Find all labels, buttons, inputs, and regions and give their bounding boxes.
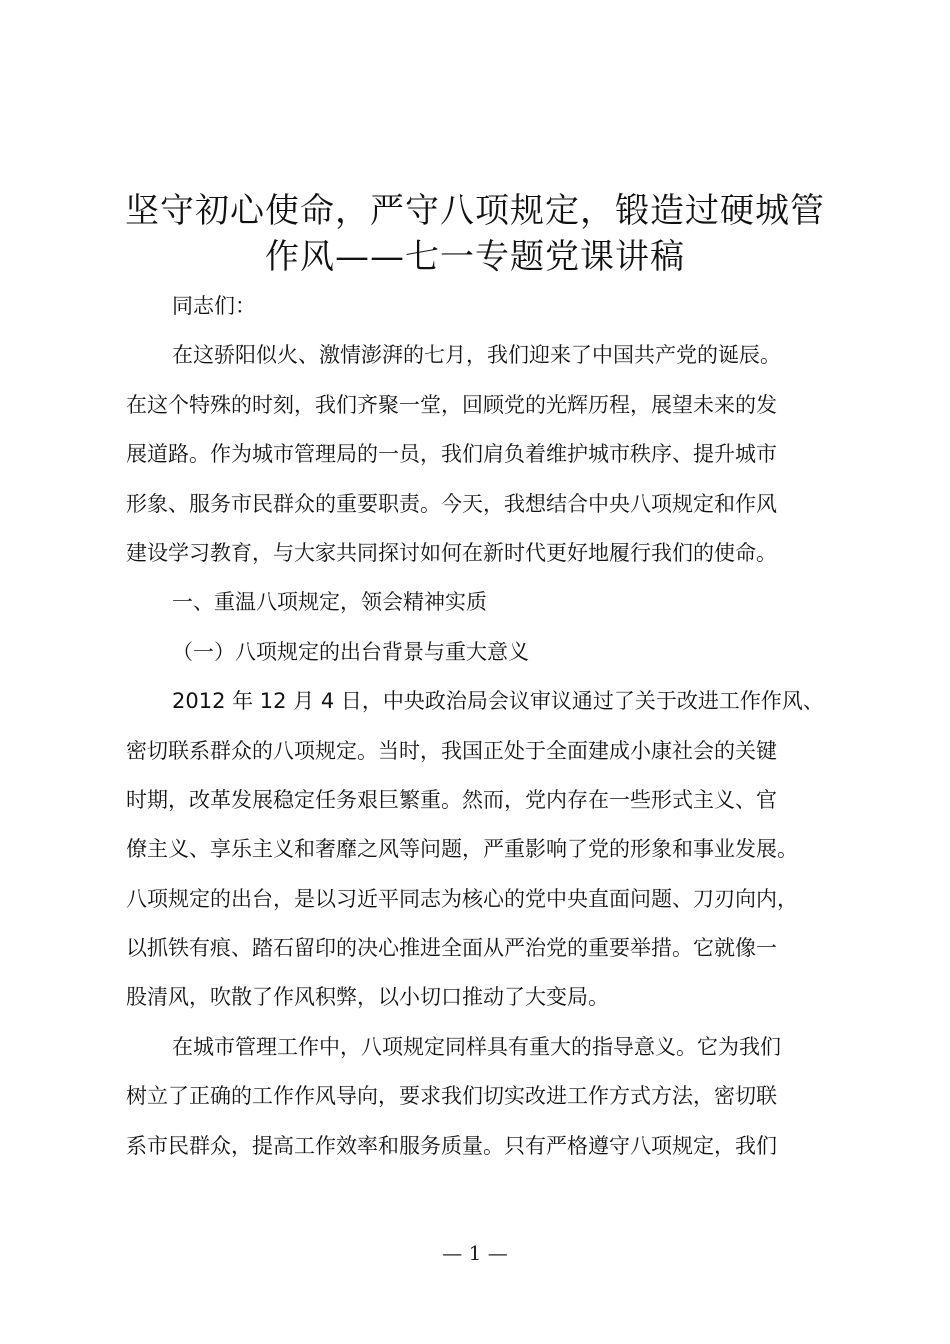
body-line: 时期，改革发展稳定任务艰巨繁重。然而，党内存在一些形式主义、官 <box>126 787 777 812</box>
section-heading: 一、重温八项规定，领会精神实质 <box>172 590 487 615</box>
body-line: 僚主义、享乐主义和奢靡之风等问题，严重影响了党的形象和事业发展。 <box>126 837 798 862</box>
document-body <box>126 282 838 1171</box>
body-line: 股清风，吹散了作风积弊，以小切口推动了大变局。 <box>126 985 609 1010</box>
body-line: 形象、服务市民群众的重要职责。今天，我想结合中央八项规定和作风 <box>126 491 777 516</box>
body-line: 系市民群众，提高工作效率和服务质量。只有严格遵守八项规定，我们 <box>126 1133 777 1158</box>
document-title-line-1: 坚守初心使命，严守八项规定，锻造过硬城管 <box>125 191 825 231</box>
body-line: 展道路。作为城市管理局的一员，我们肩负着维护城市秩序、提升城市 <box>126 442 777 467</box>
body-line: 在城市管理工作中，八项规定同样具有重大的指导意义。它为我们 <box>172 1034 781 1059</box>
body-line: 建设学习教育，与大家共同探讨如何在新时代更好地履行我们的使命。 <box>126 540 777 565</box>
body-line: 树立了正确的工作作风导向，要求我们切实改进工作方式方法，密切联 <box>126 1084 777 1109</box>
body-line: 在这个特殊的时刻，我们齐聚一堂，回顾党的光辉历程，展望未来的发 <box>126 392 777 417</box>
body-line: 以抓铁有痕、踏石留印的决心推进全面从严治党的重要举措。它就像一 <box>126 936 777 961</box>
body-line: 在这骄阳似火、激情澎湃的七月，我们迎来了中国共产党的诞辰。 <box>172 343 781 368</box>
subsection-heading: （一）八项规定的出台背景与重大意义 <box>172 639 529 664</box>
body-line: 密切联系群众的八项规定。当时，我国正处于全面建成小康社会的关键 <box>126 738 777 763</box>
salutation: 同志们： <box>172 294 256 318</box>
body-line: 2012 年 12 月 4 日，中央政治局会议审议通过了关于改进工作作风、 <box>172 689 824 714</box>
document-title-line-2: 作风——七一专题党课讲稿 <box>265 237 685 277</box>
page-number: — 1 — <box>442 1241 508 1265</box>
body-line: 八项规定的出台，是以习近平同志为核心的党中央直面问题、刀刃向内， <box>126 886 798 911</box>
